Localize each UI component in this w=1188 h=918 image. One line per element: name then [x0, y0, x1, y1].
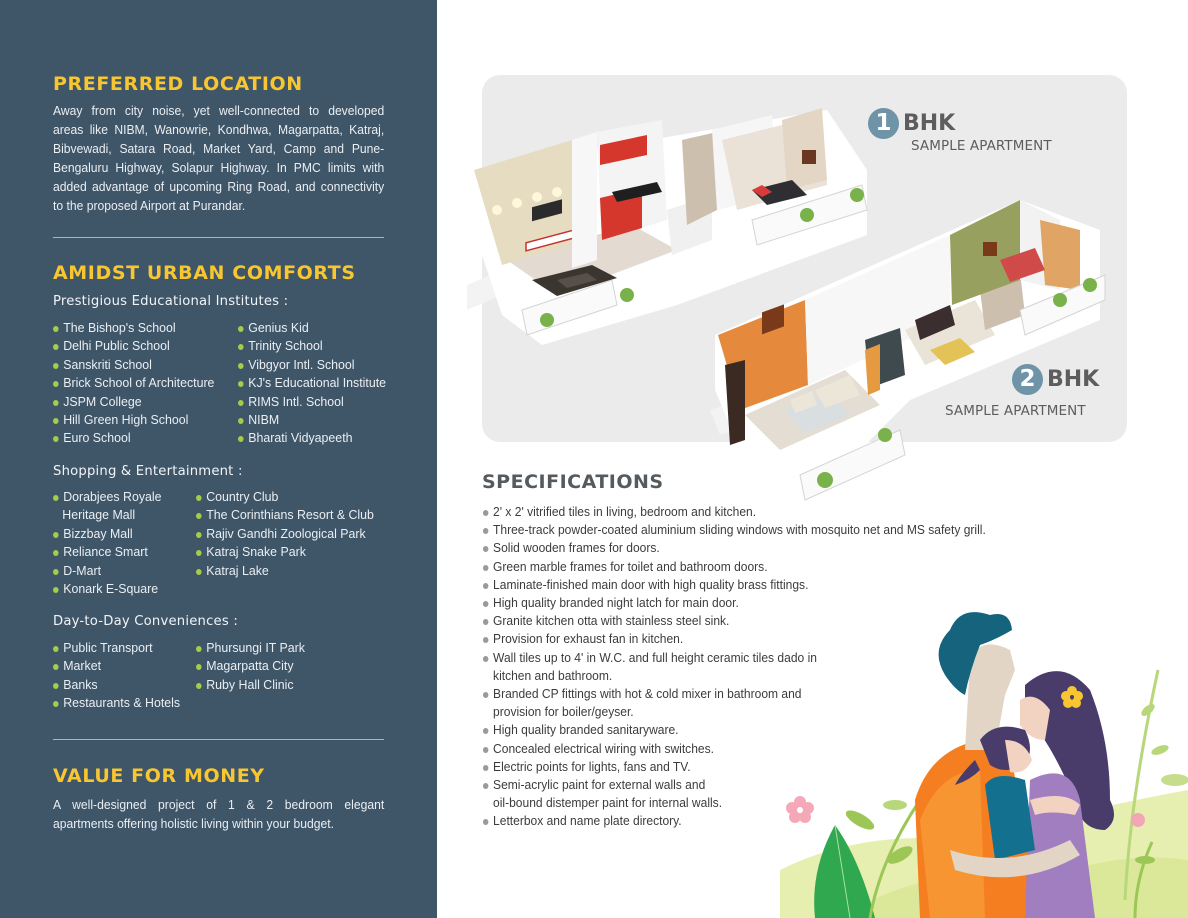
list-item: Brick School of Architecture	[53, 374, 214, 392]
list-item: Vibgyor Intl. School	[238, 356, 386, 374]
one-bhk-caption: SAMPLE APARTMENT	[911, 138, 1052, 154]
conveniences-list-col2	[196, 639, 313, 694]
list-item: NIBM	[238, 411, 386, 429]
spec-item: Wall tiles up to 4' in W.C. and full height ceramic tiles dado in	[482, 649, 986, 667]
text-line: Bengaluru Highway, Solapur Highway. In PMC limits with	[53, 160, 385, 175]
spec-item-continued: kitchen and bathroom.	[493, 667, 613, 683]
text-line: Bibvewadi, Satara Road, Market Yard, Camp and Pune-	[53, 141, 385, 156]
list-item: Bizzbay Mall	[53, 525, 162, 543]
spec-item: Semi-acrylic paint for external walls and	[482, 776, 986, 794]
spec-item: Letterbox and name plate directory.	[482, 812, 986, 830]
list-item: Ruby Hall Clinic	[196, 676, 305, 694]
list-item: Phursungi IT Park	[196, 639, 305, 657]
text-line: A well-designed project of 1 & 2 bedroom elegant	[53, 797, 385, 812]
spec-item: 2' x 2' vitrified tiles in living, bedroom and kitchen.	[482, 503, 986, 521]
list-item-continued: Heritage Mall	[62, 507, 136, 523]
spec-item: Electric points for lights, fans and TV.	[482, 758, 986, 776]
education-heading: Prestigious Educational Institutes :	[53, 294, 289, 309]
value-for-money-text	[53, 795, 384, 833]
list-item: D-Mart	[53, 562, 162, 580]
spec-item: Green marble frames for toilet and bathroom doors.	[482, 558, 986, 576]
divider	[53, 739, 384, 740]
text-line: added advantage of upcoming Ring Road, and connectivity	[53, 179, 385, 194]
shopping-list-col1	[53, 488, 170, 598]
education-list-col1	[53, 319, 227, 448]
list-item: Hill Green High School	[53, 411, 214, 429]
list-item: Reliance Smart	[53, 543, 162, 561]
conveniences-heading: Day-to-Day Conveniences :	[53, 614, 238, 629]
list-item: Banks	[53, 676, 180, 694]
spec-item: Branded CP fittings with hot & cold mixer in bathroom and	[482, 685, 986, 703]
list-item: Delhi Public School	[53, 337, 214, 355]
list-item: Genius Kid	[238, 319, 386, 337]
education-list-col2	[238, 319, 397, 448]
spec-item: High quality branded sanitaryware.	[482, 721, 986, 739]
value-for-money-title: VALUE FOR MONEY	[53, 765, 265, 787]
text-line: Away from city noise, yet well-connected to developed	[53, 103, 385, 118]
list-item: KJ's Educational Institute	[238, 374, 386, 392]
shopping-list-col2	[196, 488, 387, 580]
list-item: The Corinthians Resort & Club	[196, 506, 374, 524]
preferred-location-text	[53, 101, 384, 215]
list-item: Bharati Vidyapeeth	[238, 429, 386, 447]
list-item: Rajiv Gandhi Zoological Park	[196, 525, 374, 543]
list-item: JSPM College	[53, 393, 214, 411]
spec-item: Three-track powder-coated aluminium sliding windows with mosquito net and MS safety grill.	[482, 521, 986, 539]
list-item: Dorabjees Royale	[53, 488, 162, 506]
spec-item: Provision for exhaust fan in kitchen.	[482, 630, 986, 648]
two-bhk-caption: SAMPLE APARTMENT	[945, 403, 1086, 419]
list-item: Sanskriti School	[53, 356, 214, 374]
list-item: Magarpatta City	[196, 657, 305, 675]
text-line: areas like NIBM, Wanowrie, Kondhwa, Magarpatta, Katraj,	[53, 122, 385, 137]
list-item: Public Transport	[53, 639, 180, 657]
divider	[53, 237, 384, 238]
spec-item-continued: provision for boiler/geyser.	[493, 704, 634, 720]
list-item: Katraj Lake	[196, 562, 374, 580]
preferred-location-title: PREFERRED LOCATION	[53, 73, 303, 95]
text-line: apartments offering holistic living within your budget.	[53, 816, 335, 831]
specifications-title: SPECIFICATIONS	[482, 471, 664, 493]
one-bhk-number: 1	[868, 108, 899, 139]
conveniences-list-col1	[53, 639, 190, 713]
shopping-heading: Shopping & Entertainment :	[53, 464, 243, 479]
two-bhk-label: BHK	[1047, 367, 1100, 392]
two-bhk-badge	[1012, 364, 1099, 395]
list-item: Trinity School	[238, 337, 386, 355]
one-bhk-badge	[868, 108, 955, 139]
list-item: Konark E-Square	[53, 580, 162, 598]
two-bhk-number: 2	[1012, 364, 1043, 395]
spec-item: Granite kitchen otta with stainless steel sink.	[482, 612, 986, 630]
one-bhk-label: BHK	[903, 111, 956, 136]
spec-item-continued: oil-bound distemper paint for internal walls.	[493, 795, 723, 811]
spec-item: Concealed electrical wiring with switches.	[482, 740, 986, 758]
list-item: Market	[53, 657, 180, 675]
left-panel	[0, 0, 437, 918]
list-item: Country Club	[196, 488, 374, 506]
list-item: The Bishop's School	[53, 319, 214, 337]
spec-item: Laminate-finished main door with high quality brass fittings.	[482, 576, 986, 594]
spec-item: Solid wooden frames for doors.	[482, 539, 986, 557]
list-item: Katraj Snake Park	[196, 543, 374, 561]
family-illustration	[780, 600, 1188, 918]
text-line: to the proposed Airport at Purandar.	[53, 198, 246, 213]
list-item: Euro School	[53, 429, 214, 447]
list-item: RIMS Intl. School	[238, 393, 386, 411]
urban-comforts-title: AMIDST URBAN COMFORTS	[53, 262, 356, 284]
two-bhk-floorplan-image	[700, 200, 1110, 510]
list-item: Restaurants & Hotels	[53, 694, 180, 712]
spec-item: High quality branded night latch for main door.	[482, 594, 986, 612]
